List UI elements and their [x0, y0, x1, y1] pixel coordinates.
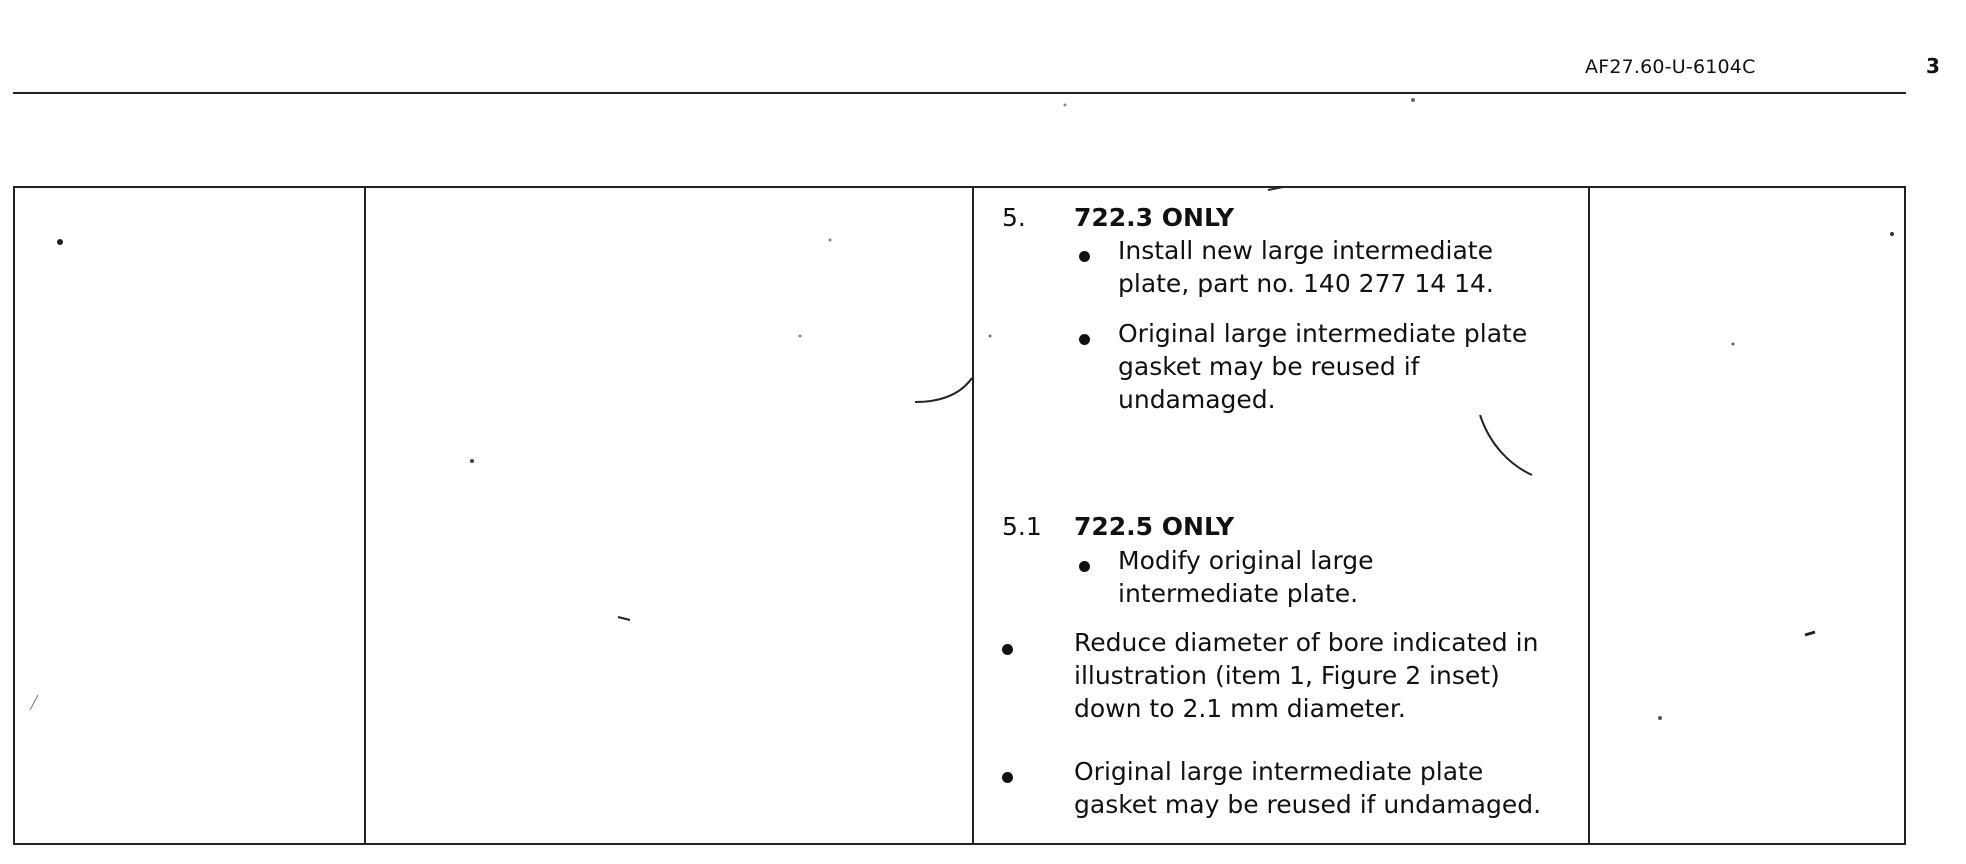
bullet-icon [1002, 772, 1013, 783]
page-number: 3 [1926, 54, 1940, 78]
column-divider-2 [972, 188, 974, 843]
bullet-icon [1079, 334, 1090, 345]
document-reference: AF27.60-U-6104C [1585, 56, 1756, 78]
scan-speck [1411, 98, 1415, 102]
procedure-table [13, 186, 1906, 845]
bullet-icon [1079, 251, 1090, 262]
column-divider-3 [1588, 188, 1590, 843]
bullet-text: Original large intermediate plate gasket may be reused if undamaged. [1074, 757, 1542, 819]
header-rule-right [961, 92, 1906, 94]
step-number: 5.1 [1002, 512, 1042, 541]
step-title: 722.5 ONLY [1074, 512, 1235, 541]
bullet-text: Reduce diameter of bore indicated in illustration (item 1, Figure 2 inset) down to 2.1 mm diameter. [1074, 628, 1539, 723]
bullet-text: Modify original large intermediate plate. [1118, 546, 1374, 608]
header-rule-left [13, 92, 961, 94]
scan-speck [1064, 104, 1067, 107]
step-number: 5. [1002, 203, 1026, 232]
bullet-icon [1002, 644, 1013, 655]
bullet-icon [1079, 561, 1090, 572]
bullet-text: Original large intermediate plate gasket may be reused if undamaged. [1118, 319, 1528, 414]
column-divider-1 [364, 188, 366, 843]
bullet-text: Install new large intermediate plate, part no. 140 277 14 14. [1118, 236, 1494, 298]
step-title: 722.3 ONLY [1074, 203, 1235, 232]
